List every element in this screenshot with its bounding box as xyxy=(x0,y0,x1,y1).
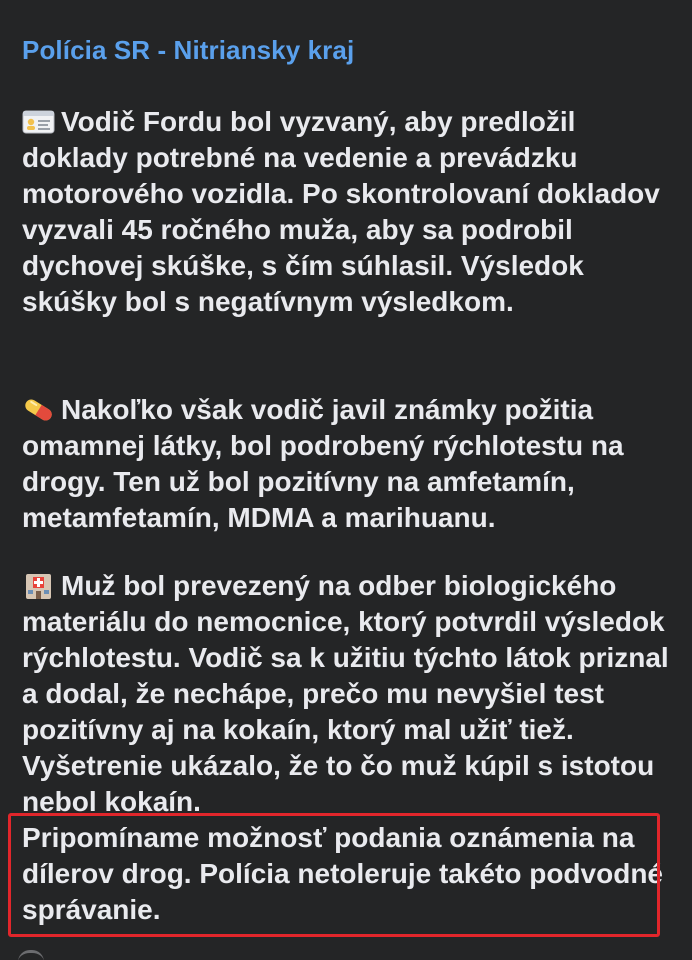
post-paragraph-3-text: Muž bol prevezený na odber biologického materiálu do nemocnice, ktorý potvrdil výsledok rýchlotestu. Vodič sa k užitiu týchto látok priznal a dodal, že nechápe, prečo mu nevyšiel test pozitívny aj na kokaín, ktorý mal užiť tiež. Vyšetrenie ukázalo, že to čo muž kúpil s istotou nebol kokaín. xyxy=(22,570,669,817)
post-paragraph-3 xyxy=(22,568,682,820)
hospital-icon xyxy=(22,572,55,600)
post-paragraph-2-text: Nakoľko však vodič javil známky požitia omamnej látky, bol podrobený rýchlotestu na drogy. Ten už bol pozitívny na amfetamín, metamfetamín, MDMA a marihuanu. xyxy=(22,394,624,533)
scroll-continuation-edge xyxy=(18,950,44,960)
highlight-box xyxy=(8,813,660,937)
post-paragraph-1-text: Vodič Fordu bol vyzvaný, aby predložil doklady potrebné na vedenie a prevádzku motorového vozidla. Po skontrolovaní dokladov vyzvali 45 ročného muža, aby sa podrobil dychovej skúške, s čím súhlasil. Výsledok skúšky bol s negatívnym výsledkom. xyxy=(22,106,660,317)
post-paragraph-1 xyxy=(22,104,682,320)
post-paragraph-2 xyxy=(22,392,682,536)
post-author-title[interactable]: Polícia SR - Nitriansky kraj xyxy=(22,35,355,65)
pill-icon xyxy=(22,396,55,424)
id-card-icon xyxy=(22,108,55,136)
post-paragraph-4-text: Pripomíname možnosť podania oznámenia na dílerov drog. Polícia netoleruje takéto podvodné správanie. xyxy=(22,822,663,925)
